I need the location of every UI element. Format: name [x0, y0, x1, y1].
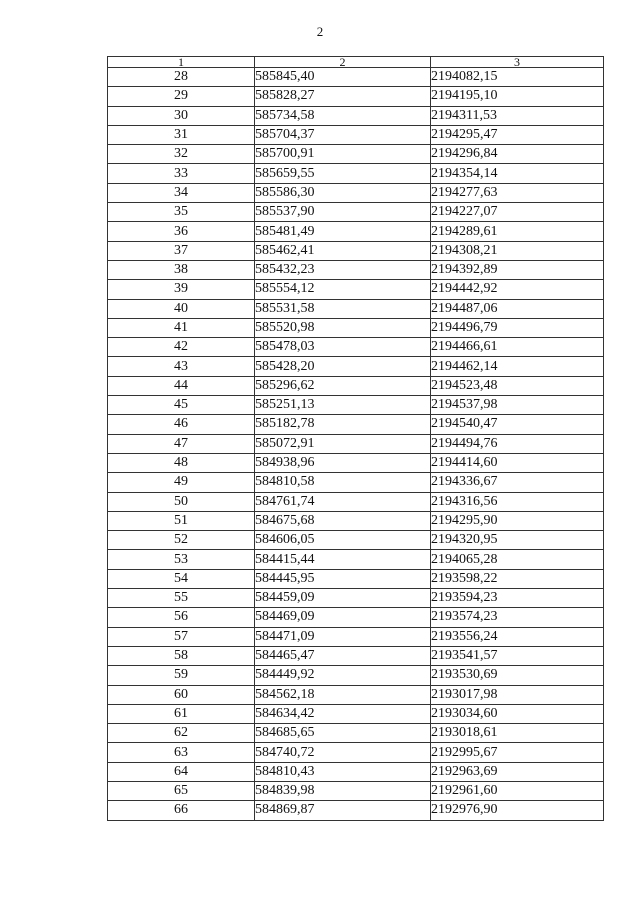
point-number-cell: 62	[108, 724, 255, 743]
x-coordinate-cell: 584562,18	[255, 685, 431, 704]
x-coordinate-cell: 584685,65	[255, 724, 431, 743]
column-header-3: 3	[431, 57, 604, 68]
x-coordinate-cell: 584469,09	[255, 608, 431, 627]
x-coordinate-cell: 585704,37	[255, 125, 431, 144]
x-coordinate-cell: 584761,74	[255, 492, 431, 511]
point-number-cell: 53	[108, 550, 255, 569]
point-number-cell: 31	[108, 125, 255, 144]
point-number-cell: 38	[108, 260, 255, 279]
y-coordinate-cell: 2194195,10	[431, 87, 604, 106]
y-coordinate-cell: 2193034,60	[431, 704, 604, 723]
point-number-cell: 30	[108, 106, 255, 125]
table-row	[108, 685, 604, 704]
x-coordinate-cell: 585478,03	[255, 338, 431, 357]
y-coordinate-cell: 2194540,47	[431, 415, 604, 434]
y-coordinate-cell: 2194496,79	[431, 318, 604, 337]
table-row	[108, 125, 604, 144]
point-number-cell: 64	[108, 762, 255, 781]
table-row	[108, 280, 604, 299]
point-number-cell: 48	[108, 453, 255, 472]
table-row	[108, 338, 604, 357]
point-number-cell: 52	[108, 531, 255, 550]
point-number-cell: 42	[108, 338, 255, 357]
y-coordinate-cell: 2192995,67	[431, 743, 604, 762]
table-row	[108, 511, 604, 530]
table-row	[108, 531, 604, 550]
x-coordinate-cell: 584465,47	[255, 646, 431, 665]
table-row	[108, 704, 604, 723]
point-number-cell: 37	[108, 241, 255, 260]
point-number-cell: 47	[108, 434, 255, 453]
y-coordinate-cell: 2194466,61	[431, 338, 604, 357]
table-row	[108, 145, 604, 164]
point-number-cell: 54	[108, 569, 255, 588]
table-row	[108, 762, 604, 781]
table-row	[108, 183, 604, 202]
table-row	[108, 299, 604, 318]
y-coordinate-cell: 2194392,89	[431, 260, 604, 279]
point-number-cell: 46	[108, 415, 255, 434]
point-number-cell: 61	[108, 704, 255, 723]
table-row	[108, 473, 604, 492]
table-row	[108, 724, 604, 743]
table-row	[108, 434, 604, 453]
x-coordinate-cell: 584675,68	[255, 511, 431, 530]
y-coordinate-cell: 2194320,95	[431, 531, 604, 550]
y-coordinate-cell: 2194354,14	[431, 164, 604, 183]
x-coordinate-cell: 585531,58	[255, 299, 431, 318]
table-row	[108, 87, 604, 106]
table-row	[108, 569, 604, 588]
x-coordinate-cell: 584938,96	[255, 453, 431, 472]
x-coordinate-cell: 584839,98	[255, 781, 431, 800]
point-number-cell: 60	[108, 685, 255, 704]
y-coordinate-cell: 2194277,63	[431, 183, 604, 202]
point-number-cell: 29	[108, 87, 255, 106]
y-coordinate-cell: 2193541,57	[431, 646, 604, 665]
table-header-row	[108, 57, 604, 68]
table-row	[108, 396, 604, 415]
y-coordinate-cell: 2193574,23	[431, 608, 604, 627]
point-number-cell: 57	[108, 627, 255, 646]
y-coordinate-cell: 2194065,28	[431, 550, 604, 569]
x-coordinate-cell: 585462,41	[255, 241, 431, 260]
point-number-cell: 55	[108, 589, 255, 608]
y-coordinate-cell: 2193556,24	[431, 627, 604, 646]
table-row	[108, 241, 604, 260]
x-coordinate-cell: 585251,13	[255, 396, 431, 415]
y-coordinate-cell: 2194316,56	[431, 492, 604, 511]
point-number-cell: 49	[108, 473, 255, 492]
y-coordinate-cell: 2192961,60	[431, 781, 604, 800]
x-coordinate-cell: 584415,44	[255, 550, 431, 569]
table-row	[108, 550, 604, 569]
y-coordinate-cell: 2194289,61	[431, 222, 604, 241]
y-coordinate-cell: 2194308,21	[431, 241, 604, 260]
x-coordinate-cell: 585296,62	[255, 376, 431, 395]
x-coordinate-cell: 584869,87	[255, 801, 431, 820]
x-coordinate-cell: 584740,72	[255, 743, 431, 762]
x-coordinate-cell: 585828,27	[255, 87, 431, 106]
x-coordinate-cell: 584634,42	[255, 704, 431, 723]
x-coordinate-cell: 585428,20	[255, 357, 431, 376]
x-coordinate-cell: 585554,12	[255, 280, 431, 299]
point-number-cell: 50	[108, 492, 255, 511]
point-number-cell: 32	[108, 145, 255, 164]
table-row	[108, 222, 604, 241]
y-coordinate-cell: 2192976,90	[431, 801, 604, 820]
x-coordinate-cell: 585734,58	[255, 106, 431, 125]
x-coordinate-cell: 585700,91	[255, 145, 431, 164]
column-header-1: 1	[108, 57, 255, 68]
y-coordinate-cell: 2194082,15	[431, 68, 604, 87]
table-row	[108, 106, 604, 125]
point-number-cell: 66	[108, 801, 255, 820]
page-number: 2	[316, 24, 324, 39]
table-row	[108, 453, 604, 472]
x-coordinate-cell: 584449,92	[255, 666, 431, 685]
x-coordinate-cell: 585520,98	[255, 318, 431, 337]
y-coordinate-cell: 2194487,06	[431, 299, 604, 318]
point-number-cell: 51	[108, 511, 255, 530]
y-coordinate-cell: 2194295,90	[431, 511, 604, 530]
table-row	[108, 608, 604, 627]
point-number-cell: 45	[108, 396, 255, 415]
x-coordinate-cell: 585537,90	[255, 203, 431, 222]
y-coordinate-cell: 2194494,76	[431, 434, 604, 453]
table-row	[108, 164, 604, 183]
table-row	[108, 357, 604, 376]
table-row	[108, 781, 604, 800]
table-row	[108, 743, 604, 762]
y-coordinate-cell: 2194414,60	[431, 453, 604, 472]
y-coordinate-cell: 2193598,22	[431, 569, 604, 588]
x-coordinate-cell: 585481,49	[255, 222, 431, 241]
x-coordinate-cell: 585659,55	[255, 164, 431, 183]
x-coordinate-cell: 584606,05	[255, 531, 431, 550]
table-row	[108, 646, 604, 665]
y-coordinate-cell: 2194462,14	[431, 357, 604, 376]
point-number-cell: 33	[108, 164, 255, 183]
table-row	[108, 68, 604, 87]
point-number-cell: 43	[108, 357, 255, 376]
point-number-cell: 59	[108, 666, 255, 685]
x-coordinate-cell: 585072,91	[255, 434, 431, 453]
point-number-cell: 56	[108, 608, 255, 627]
point-number-cell: 34	[108, 183, 255, 202]
y-coordinate-cell: 2193018,61	[431, 724, 604, 743]
table-row	[108, 801, 604, 820]
table-row	[108, 203, 604, 222]
y-coordinate-cell: 2194311,53	[431, 106, 604, 125]
y-coordinate-cell: 2194336,67	[431, 473, 604, 492]
y-coordinate-cell: 2194523,48	[431, 376, 604, 395]
table-row	[108, 260, 604, 279]
x-coordinate-cell: 584810,43	[255, 762, 431, 781]
point-number-cell: 63	[108, 743, 255, 762]
y-coordinate-cell: 2194537,98	[431, 396, 604, 415]
y-coordinate-cell: 2193594,23	[431, 589, 604, 608]
coordinates-table	[107, 56, 604, 821]
y-coordinate-cell: 2193017,98	[431, 685, 604, 704]
y-coordinate-cell: 2192963,69	[431, 762, 604, 781]
x-coordinate-cell: 584810,58	[255, 473, 431, 492]
x-coordinate-cell: 585845,40	[255, 68, 431, 87]
x-coordinate-cell: 584459,09	[255, 589, 431, 608]
x-coordinate-cell: 584471,09	[255, 627, 431, 646]
table-row	[108, 589, 604, 608]
table-row	[108, 415, 604, 434]
point-number-cell: 40	[108, 299, 255, 318]
column-header-2: 2	[255, 57, 431, 68]
point-number-cell: 58	[108, 646, 255, 665]
y-coordinate-cell: 2193530,69	[431, 666, 604, 685]
point-number-cell: 39	[108, 280, 255, 299]
x-coordinate-cell: 585432,23	[255, 260, 431, 279]
y-coordinate-cell: 2194296,84	[431, 145, 604, 164]
table-row	[108, 627, 604, 646]
y-coordinate-cell: 2194227,07	[431, 203, 604, 222]
table-row	[108, 492, 604, 511]
point-number-cell: 41	[108, 318, 255, 337]
point-number-cell: 65	[108, 781, 255, 800]
point-number-cell: 36	[108, 222, 255, 241]
point-number-cell: 44	[108, 376, 255, 395]
point-number-cell: 35	[108, 203, 255, 222]
x-coordinate-cell: 584445,95	[255, 569, 431, 588]
x-coordinate-cell: 585182,78	[255, 415, 431, 434]
table-row	[108, 318, 604, 337]
point-number-cell: 28	[108, 68, 255, 87]
y-coordinate-cell: 2194295,47	[431, 125, 604, 144]
y-coordinate-cell: 2194442,92	[431, 280, 604, 299]
x-coordinate-cell: 585586,30	[255, 183, 431, 202]
table-row	[108, 376, 604, 395]
table-row	[108, 666, 604, 685]
